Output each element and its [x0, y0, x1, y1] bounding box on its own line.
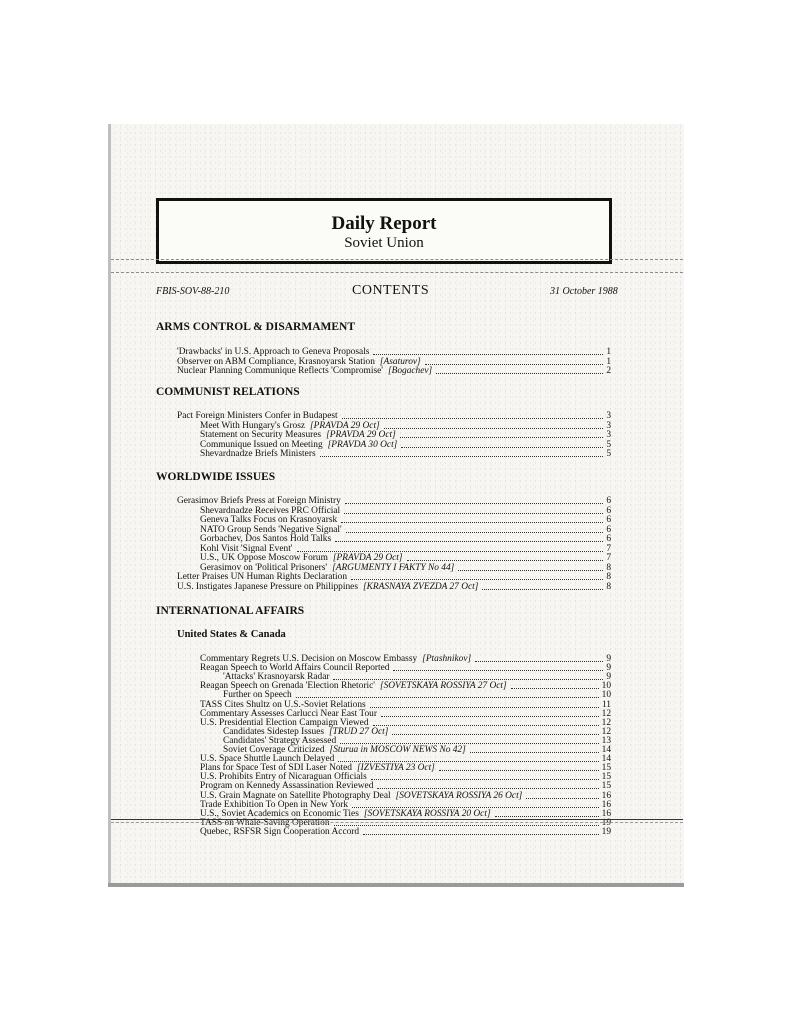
toc-entry: [200, 430, 611, 440]
toc-leader-dots: [436, 373, 603, 374]
toc-entry: [177, 347, 611, 357]
toc-entry-title: U.S., Soviet Academics on Economic Ties: [200, 808, 359, 819]
toc-leader-dots: [377, 788, 598, 789]
header-divider: [111, 259, 683, 260]
toc-leader-dots: [439, 770, 599, 771]
toc-entry-title: Geneva Talks Focus on Krasnoyarsk: [200, 515, 338, 525]
toc-entry-title: Candidates' Strategy Assessed: [223, 735, 337, 746]
toc-page-number: 3: [606, 420, 611, 431]
toc-page-number: 14: [601, 754, 611, 765]
toc-page-number: 6: [606, 496, 611, 506]
toc-page-number: 19: [601, 826, 611, 837]
toc-page-number: 6: [606, 505, 611, 516]
toc-page-number: 15: [601, 763, 611, 774]
toc-leader-dots: [482, 589, 603, 590]
toc-leader-dots: [341, 522, 603, 523]
page-bottom-edge: [108, 883, 684, 887]
toc-entry-title: Commentary Regrets U.S. Decision on Moscow Embassy: [200, 654, 418, 664]
report-title: Daily Report: [331, 213, 437, 234]
toc-page-number: 16: [601, 808, 611, 819]
toc-entry-source: [KRASNAYA ZVEZDA 27 Oct]: [362, 581, 479, 592]
section-worldwide-issues: WORLDWIDE ISSUES: [156, 471, 276, 483]
toc-page-number: 2: [606, 366, 611, 377]
subsection-us-canada: United States & Canada: [177, 629, 286, 640]
toc-leader-dots: [373, 354, 603, 355]
toc-leader-dots: [401, 447, 603, 448]
toc-entry-source: [Bogachev]: [387, 366, 433, 377]
toc-page-number: 8: [606, 562, 611, 573]
report-subtitle: Soviet Union: [344, 235, 424, 251]
toc-leader-dots: [393, 670, 603, 671]
toc-entry: [200, 544, 611, 554]
toc-leader-dots: [345, 503, 604, 504]
toc-entry-title: Candidates Sidestep Issues: [223, 726, 325, 737]
toc-leader-dots: [346, 532, 604, 533]
toc-leader-dots: [363, 834, 599, 835]
toc-page-number: 10: [601, 681, 611, 692]
toc-entry-title: Pact Foreign Ministers Confer in Budapest: [177, 411, 338, 421]
header-divider-lower: [111, 272, 683, 273]
scan-artifact-line: [111, 822, 683, 823]
toc-entry-source: [IZVESTIYA 23 Oct]: [357, 763, 435, 774]
toc-entry-title: Reagan Speech on Grenada 'Election Rhetoric': [200, 681, 375, 692]
report-date: 31 October 1988: [550, 286, 618, 297]
toc-page-number: 6: [606, 524, 611, 535]
toc-entry: [177, 582, 611, 592]
toc-entry: [177, 366, 611, 376]
toc-entry-source: [ARGUMENTY I FAKTY No 44]: [332, 562, 455, 573]
toc-entry: [200, 506, 611, 516]
toc-page-number: 14: [601, 745, 611, 755]
toc-entry-title: Observer on ABM Compliance, Krasnoyarsk Station: [177, 356, 375, 367]
toc-page-number: 6: [606, 534, 611, 544]
toc-leader-dots: [320, 456, 604, 457]
toc-leader-dots: [425, 364, 604, 365]
toc-entry-title: Program on Kennedy Assassination Reviewed: [200, 781, 374, 792]
toc-page-number: 9: [606, 663, 611, 674]
toc-entry-title: TASS Cites Shultz on U.S.-Soviet Relations: [200, 699, 366, 710]
toc-entry-title: U.S. Prohibits Entry of Nicaraguan Officials: [200, 772, 367, 783]
toc-page-number: 3: [606, 430, 611, 441]
toc-entry-title: U.S. Grain Magnate on Satellite Photography Deal: [200, 790, 391, 801]
toc-entry-title: Shevardnadze Receives PRC Official: [200, 505, 341, 516]
toc-entry-source: [PRAVDA 29 Oct]: [326, 430, 396, 441]
report-header-box: [156, 198, 612, 264]
toc-entry: [200, 515, 611, 525]
toc-leader-dots: [335, 541, 603, 542]
toc-entry-title: Soviet Coverage Criticized: [223, 745, 325, 755]
toc-page-number: 12: [601, 708, 611, 719]
toc-entry-source: [Ptashnikov]: [422, 654, 472, 664]
toc-page-number: 5: [606, 449, 611, 460]
toc-leader-dots: [526, 798, 598, 799]
toc-leader-dots: [370, 707, 599, 708]
toc-page-number: 7: [606, 553, 611, 563]
toc-page-number: 7: [606, 543, 611, 554]
toc-page-number: 12: [601, 726, 611, 737]
toc-entry: [200, 827, 611, 837]
toc-entry-source: [PRAVDA 29 Oct]: [310, 420, 380, 431]
toc-entry-source: [PRAVDA 30 Oct]: [327, 439, 398, 450]
toc-leader-dots: [407, 560, 604, 561]
toc-page-number: 19: [601, 817, 611, 828]
page-left-edge: [108, 124, 111, 887]
toc-page-number: 16: [601, 799, 611, 810]
toc-entry-title: 'Attacks' Krasnoyarsk Radar: [223, 672, 330, 683]
toc-leader-dots: [338, 761, 598, 762]
toc-entry: [200, 563, 611, 573]
toc-entry-title: TASS on Whale-Saving Operation: [200, 817, 330, 828]
toc-entry-title: 'Drawbacks' in U.S. Approach to Geneva Proposals: [177, 347, 370, 357]
toc-entry-title: Plans for Space Test of SDI Laser Noted: [200, 763, 352, 774]
toc-leader-dots: [344, 513, 603, 514]
toc-page-number: 15: [601, 781, 611, 792]
toc-entry-title: Gorbachev, Dos Santos Hold Talks: [200, 534, 332, 544]
toc-entry-title: Gerasimov on 'Political Prisoners': [200, 562, 328, 573]
toc-leader-dots: [458, 570, 603, 571]
document-id: FBIS-SOV-88-210: [156, 286, 230, 297]
toc-entry-title: Shevardnadze Briefs Ministers: [200, 449, 316, 460]
toc-page-number: 6: [606, 515, 611, 525]
toc-leader-dots: [470, 752, 599, 753]
toc-entry-title: Kohl Visit 'Signal Event': [200, 543, 293, 554]
toc-page-number: 9: [606, 672, 611, 683]
toc-leader-dots: [296, 697, 599, 698]
toc-entry-title: U.S. Presidential Election Campaign Viewed: [200, 717, 369, 728]
toc-page-number: 8: [606, 572, 611, 582]
toc-entry: [177, 572, 611, 582]
toc-entry: [200, 449, 611, 459]
toc-entry-title: U.S., UK Oppose Moscow Forum: [200, 553, 328, 563]
toc-leader-dots: [351, 579, 603, 580]
toc-entry: [200, 534, 611, 544]
toc-leader-dots: [333, 679, 603, 680]
toc-entry-title: Letter Praises UN Human Rights Declaration: [177, 572, 348, 582]
toc-entry-source: [TRUD 27 Oct]: [329, 726, 389, 737]
toc-entry-source: [PRAVDA 29 Oct]: [332, 553, 403, 563]
toc-leader-dots: [352, 807, 599, 808]
toc-entry-source: [SOVETSKAYA ROSSIYA 27 Oct]: [379, 681, 507, 692]
toc-page-number: 5: [606, 439, 611, 450]
toc-leader-dots: [373, 725, 599, 726]
toc-page-number: 15: [601, 772, 611, 783]
toc-entry-title: U.S. Space Shuttle Launch Delayed: [200, 754, 335, 765]
section-arms-control: ARMS CONTROL & DISARMAMENT: [156, 321, 356, 333]
toc-entry: [200, 553, 611, 563]
toc-entry-source: [SOVETSKAYA ROSSIYA 20 Oct]: [363, 808, 491, 819]
toc-entry-title: Communique Issued on Meeting: [200, 439, 323, 450]
toc-entry-title: U.S. Instigates Japanese Pressure on Philippines: [177, 581, 358, 592]
toc-leader-dots: [381, 716, 599, 717]
toc-entry: [177, 496, 611, 506]
toc-leader-dots: [297, 551, 604, 552]
toc-page-number: 11: [601, 699, 611, 710]
toc-page-number: 3: [606, 411, 611, 421]
toc-page-number: 1: [606, 347, 611, 357]
toc-page-number: 10: [601, 690, 611, 701]
toc-entry-title: Nuclear Planning Communique Reflects 'Compromise': [177, 366, 383, 377]
toc-leader-dots: [384, 428, 604, 429]
section-international-affairs: INTERNATIONAL AFFAIRS: [156, 605, 305, 617]
toc-leader-dots: [400, 437, 604, 438]
toc-entry-source: [Asaturov]: [379, 356, 421, 367]
toc-page-number: 1: [606, 356, 611, 367]
toc-leader-dots: [342, 418, 604, 419]
toc-entry-title: Statement on Security Measures: [200, 430, 322, 441]
toc-leader-dots: [495, 816, 599, 817]
section-communist-relations: COMMUNIST RELATIONS: [156, 386, 300, 398]
toc-leader-dots: [334, 825, 599, 826]
toc-leader-dots: [371, 779, 599, 780]
toc-leader-dots: [475, 661, 603, 662]
toc-page-number: 8: [606, 581, 611, 592]
toc-entry: [177, 411, 611, 421]
strikethrough-line: [111, 819, 683, 820]
toc-page-number: 12: [601, 717, 611, 728]
toc-entry: [200, 525, 611, 535]
toc-entry-title: Gerasimov Briefs Press at Foreign Ministry: [177, 496, 341, 506]
toc-entry-title: NATO Group Sends 'Negative Signal': [200, 524, 342, 535]
toc-leader-dots: [392, 734, 598, 735]
toc-entry-title: Meet With Hungary's Grosz: [200, 420, 306, 431]
toc-entry-title: Reagan Speech to World Affairs Council Reported: [200, 663, 390, 674]
toc-entry: [200, 421, 611, 431]
toc-page-number: 16: [601, 790, 611, 801]
toc-entry-source: [Sturua in MOSCOW NEWS No 42]: [329, 745, 466, 755]
toc-page-number: 9: [606, 654, 611, 664]
toc-leader-dots: [340, 743, 598, 744]
toc-entry-title: Further on Speech: [223, 690, 292, 701]
toc-entry-title: Quebec, RSFSR Sign Cooperation Accord: [200, 826, 360, 837]
toc-leader-dots: [511, 688, 599, 689]
toc-entry-source: [SOVETSKAYA ROSSIYA 26 Oct]: [395, 790, 523, 801]
toc-entry-title: Trade Exhibition To Open in New York: [200, 799, 349, 810]
toc-entry-title: Commentary Assesses Carlucci Near East Tour: [200, 708, 377, 719]
contents-heading: CONTENTS: [352, 283, 430, 298]
toc-page-number: 13: [601, 735, 611, 746]
